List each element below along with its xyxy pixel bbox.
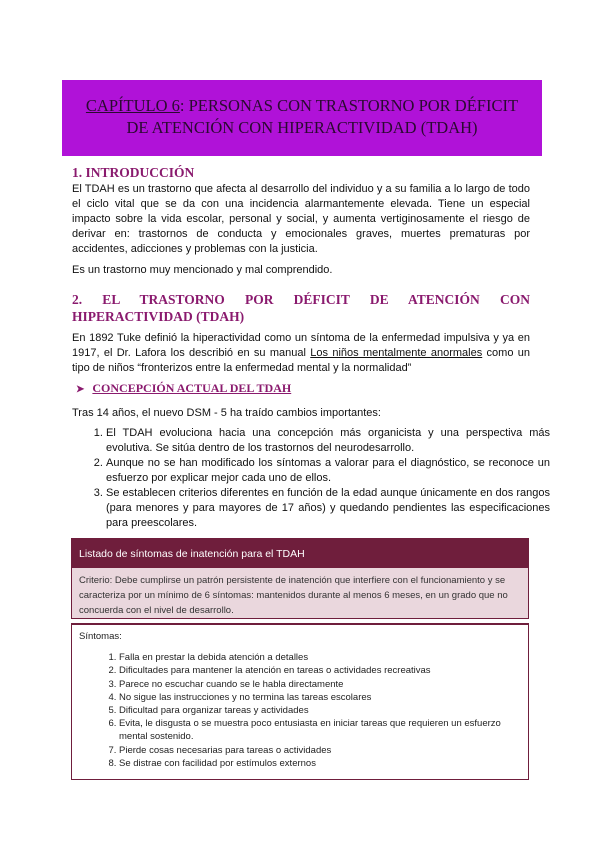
symptoms-box <box>71 538 529 780</box>
section-1-heading: 1. INTRODUCCIÓN <box>72 165 195 180</box>
list-item: 3. Parece no escuchar cuando se le habla directamente <box>119 678 521 691</box>
list-item: 2. Dificultades para mantener la atención en tareas o actividades recreativas <box>119 664 521 677</box>
history-text-2: como un tipo de niños “fronterizos entre la enfermedad mental y la normalidad” <box>72 347 530 374</box>
section-2-heading: 2. EL TRASTORNO POR DÉFICIT DE ATENCIÓN CON HIPERACTIVIDAD (TDAH) <box>72 292 530 324</box>
list-item: 1. El TDAH evoluciona hacia una concepción más organicista y una perspectiva más evolutiva. Se sitúa dentro de los trastornos del neurodesarrollo. <box>106 426 550 456</box>
intro-paragraph: El TDAH es un trastorno que afecta al desarrollo del individuo y a su familia a lo largo de todo el ciclo vital que se da con una incidencia alarmantemente elevada. Tiene un especial impacto sobre la vida escolar, personal y social, y aumenta vertiginosamente el riesgo de derivar en: trastornos de conducta y emocionales graves, muertes prematuras por accidentes, adicciones y problemas con la justicia. <box>72 183 530 255</box>
chapter-label: CAPÍTULO 6 <box>85 96 180 115</box>
list-item: 2. Aunque no se han modificado los síntomas a valorar para el diagnóstico, se reconoce un esfuerzo por explicar mejor cada uno de ellos. <box>106 456 550 486</box>
list-item: 4. No sigue las instrucciones y no termina las tareas escolares <box>119 691 521 704</box>
symptoms-label: Síntomas: <box>79 631 122 642</box>
history-paragraph <box>72 331 530 376</box>
list-item: 3. Se establecen criterios diferentes en función de la edad aunque únicamente en dos rangos (para menores y para mayores de 17 años) y quedando pendientes las especificaciones para preescolares. <box>106 486 550 531</box>
symptoms-box-title: Listado de síntomas de inatención para el TDAH <box>71 538 529 568</box>
history-text-1: En 1892 Tuke definió la hiperactividad como un síntoma de la enfermedad impulsiva y ya en 1917, el Dr. Lafora los describió en su manual <box>72 332 530 359</box>
list-item: 6. Evita, le disgusta o se muestra poco entusiasta en iniciar tareas que requieren un esfuerzo mental sostenido. <box>119 717 521 743</box>
book-title: Los niños mentalmente anormales <box>310 347 483 359</box>
subheading-concepcion <box>76 381 291 396</box>
dsm-intro: Tras 14 años, el nuevo DSM - 5 ha traído cambios importantes: <box>72 407 381 419</box>
chapter-title-banner <box>62 80 542 156</box>
chapter-title-part1: : PERSONAS CON TRASTORNO POR DÉFICIT <box>179 96 519 115</box>
list-item: 7. Pierde cosas necesarias para tareas o actividades <box>119 744 521 757</box>
symptoms-list <box>79 651 521 770</box>
list-item: 5. Dificultad para organizar tareas y actividades <box>119 704 521 717</box>
arrow-bullet-icon: ➤ <box>76 384 85 395</box>
list-item: 8. Se distrae con facilidad por estímulos externos <box>119 757 521 770</box>
subheading-text: CONCEPCIÓN ACTUAL DEL TDAH <box>92 381 292 395</box>
list-item: 1. Falla en prestar la debida atención a detalles <box>119 651 521 664</box>
dsm-changes-list <box>86 426 550 531</box>
criteria-text: Criterio: Debe cumplirse un patrón persistente de inatención que interfiere con el funcionamiento y se caracteriza por un mínimo de 6 síntomas: mantenidos durante al menos 6 meses, en un grado que no concuerda con el nivel de desarrollo. <box>71 568 529 619</box>
intro-paragraph-2: Es un trastorno muy mencionado y mal comprendido. <box>72 264 333 276</box>
symptoms-section <box>71 623 529 780</box>
chapter-title-part2: DE ATENCIÓN CON HIPERACTIVIDAD (TDAH) <box>126 118 478 137</box>
